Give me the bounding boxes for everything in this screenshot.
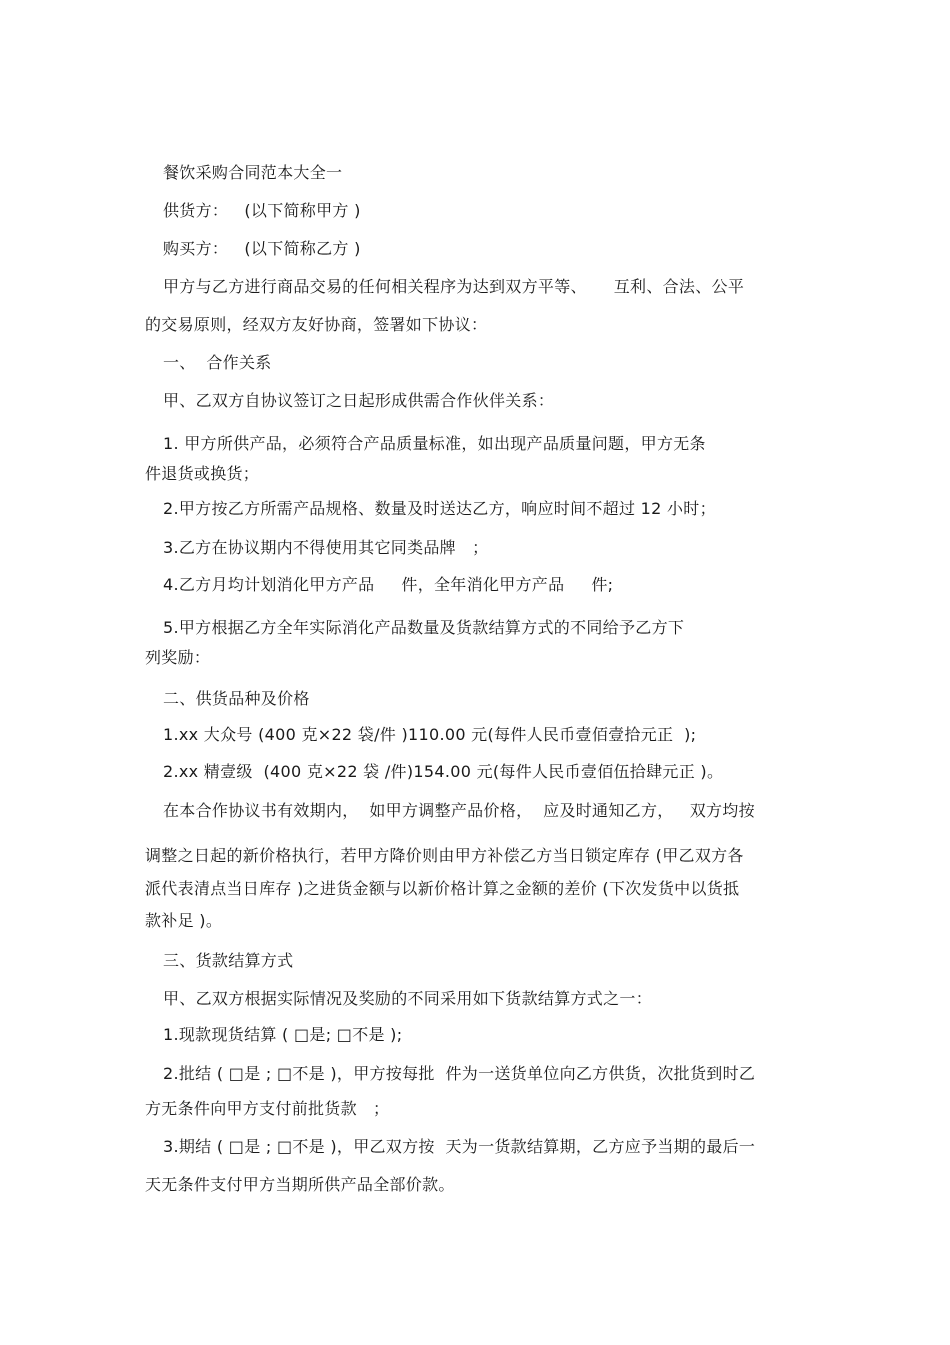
item-1-1-line-2: 件退货或换货；: [145, 464, 260, 483]
supplier-line: 供货方： (以下简称甲方 ): [163, 201, 361, 220]
section-3-intro: 甲、乙双方根据实际情况及奖励的不同采用如下货款结算方式之一：: [163, 989, 653, 1008]
buyer-line: 购买方： (以下简称乙方 ): [163, 239, 361, 258]
item-1-5-line-2: 列奖励：: [145, 648, 211, 667]
item-3-3-line-1: 3.期结 ( □是 ; □不是 )，甲乙双方按 天为一货款结算期，乙方应予当期的最后一: [163, 1137, 756, 1156]
item-3-2-line-2: 方无条件向甲方支付前批货款 ；: [145, 1099, 390, 1118]
section-2-heading: 二、供货品种及价格: [163, 689, 310, 708]
section-3-heading: 三、货款结算方式: [163, 951, 294, 970]
section-1-heading: 一、 合作关系: [163, 353, 272, 372]
document-title: 餐饮采购合同范本大全一: [163, 163, 343, 182]
price-para-line-2: 调整之日起的新价格执行，若甲方降价则由甲方补偿乙方当日锁定库存 (甲乙双方各: [145, 846, 744, 865]
intro-line-2: 的交易原则，经双方友好协商，签署如下协议：: [145, 315, 488, 334]
price-para-line-1: 在本合作协议书有效期内， 如甲方调整产品价格， 应及时通知乙方， 双方均按: [163, 801, 755, 820]
item-3-2-line-1: 2.批结 ( □是 ; □不是 )，甲方按每批 件为一送货单位向乙方供货，次批货到时乙: [163, 1064, 756, 1083]
intro-line-1: 甲方与乙方进行商品交易的任何相关程序为达到双方平等、 互利、合法、公平: [163, 277, 745, 296]
item-1-4: 4.乙方月均计划消化甲方产品 件，全年消化甲方产品 件;: [163, 575, 614, 594]
item-1-5-line-1: 5.甲方根据乙方全年实际消化产品数量及货款结算方式的不同给予乙方下: [163, 618, 685, 637]
section-1-intro: 甲、乙双方自协议签订之日起形成供需合作伙伴关系：: [163, 391, 555, 410]
price-para-line-4: 款补足 )。: [145, 911, 223, 930]
item-2-2: 2.xx 精壹级 (400 克×22 袋 /件)154.00 元(每件人民币壹佰伍拾肆元正 )。: [163, 762, 724, 781]
item-3-1: 1.现款现货结算 ( □是; □不是 );: [163, 1025, 403, 1044]
item-3-3-line-2: 天无条件支付甲方当期所供产品全部价款。: [145, 1175, 455, 1194]
item-1-2: 2.甲方按乙方所需产品规格、数量及时送达乙方，响应时间不超过 12 小时；: [163, 499, 716, 518]
price-para-line-3: 派代表清点当日库存 )之进货金额与以新价格计算之金额的差价 (下次发货中以货抵: [145, 879, 740, 898]
item-1-3: 3.乙方在协议期内不得使用其它同类品牌 ；: [163, 538, 489, 557]
item-2-1: 1.xx 大众号 (400 克×22 袋/件 )110.00 元(每件人民币壹佰壹拾元正 );: [163, 725, 697, 744]
item-1-1-line-1: 1. 甲方所供产品，必须符合产品质量标准，如出现产品质量问题，甲方无条: [163, 434, 706, 453]
